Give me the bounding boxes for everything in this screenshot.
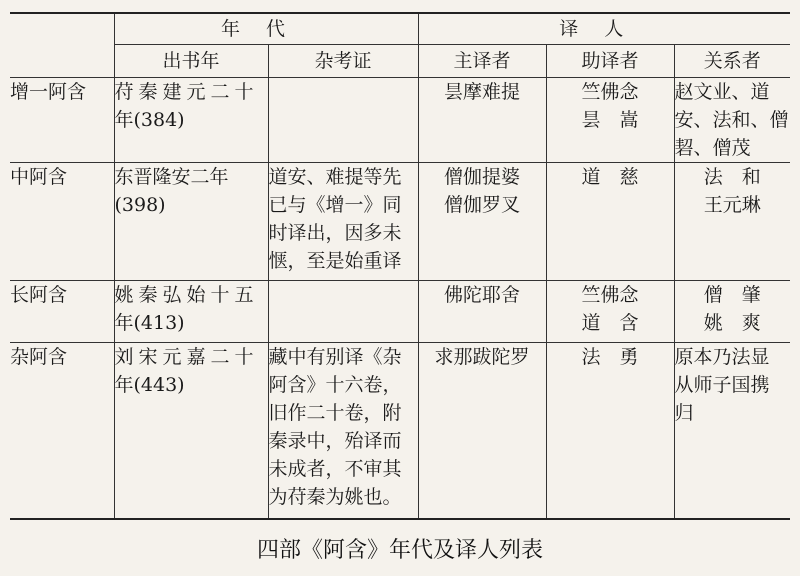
assistant-translator: 竺佛念 bbox=[581, 284, 639, 306]
main-translator-cell bbox=[418, 343, 546, 519]
col-header-related: 关系者 bbox=[674, 45, 790, 78]
notes-line: 未成者，不审其 bbox=[268, 458, 402, 480]
sutra-name: 杂阿含 bbox=[10, 343, 114, 519]
notes-line: 阿含》十六卷， bbox=[268, 374, 402, 396]
assistant-translator-cell bbox=[546, 281, 674, 343]
notes-cell bbox=[268, 163, 418, 281]
related-cell bbox=[674, 78, 790, 163]
main-translator: 昙摩难提 bbox=[444, 81, 521, 103]
notes-line: 已与《增一》同 bbox=[268, 194, 402, 216]
year-line: 年(443) bbox=[114, 374, 185, 396]
col-header-year: 出书年 bbox=[114, 45, 268, 78]
notes-line: 藏中有别译《杂 bbox=[268, 346, 402, 368]
notes-line: 惬，至是始重译 bbox=[268, 250, 402, 272]
related-line: 䂮、僧茂 bbox=[674, 137, 751, 159]
table-caption: 四部《阿含》年代及译人列表 bbox=[256, 538, 543, 563]
col-header-main: 主译者 bbox=[418, 45, 546, 78]
notes-line: 秦录中，殆译而 bbox=[268, 430, 402, 452]
year-line: 姚秦弘始十五 bbox=[114, 284, 259, 306]
related-line: 归 bbox=[674, 402, 694, 424]
assistant-translator: 道 慈 bbox=[581, 166, 639, 188]
assistant-translator: 道 含 bbox=[581, 312, 639, 334]
header-translators: 译人 bbox=[418, 13, 790, 45]
year-cell bbox=[114, 343, 268, 519]
main-translator-cell bbox=[418, 78, 546, 163]
table-row bbox=[10, 163, 790, 281]
table-body bbox=[10, 78, 790, 519]
main-translator-cell bbox=[418, 281, 546, 343]
notes-cell bbox=[268, 78, 418, 163]
notes-line: 道安、难提等先 bbox=[268, 166, 402, 188]
assistant-translator: 法 勇 bbox=[581, 346, 639, 368]
assistant-translator-cell bbox=[546, 163, 674, 281]
main-translator-cell bbox=[418, 163, 546, 281]
year-cell bbox=[114, 78, 268, 163]
assistant-translator: 昙 嵩 bbox=[581, 109, 639, 131]
related-line: 姚 爽 bbox=[703, 312, 761, 334]
sutra-name: 增一阿含 bbox=[10, 78, 114, 163]
main-translator: 僧伽罗叉 bbox=[444, 194, 521, 216]
agama-table bbox=[10, 12, 790, 520]
main-translator: 佛陀耶舍 bbox=[444, 284, 521, 306]
main-translator: 僧伽提婆 bbox=[444, 166, 521, 188]
table-row bbox=[10, 78, 790, 163]
sutra-name: 中阿含 bbox=[10, 163, 114, 281]
year-line: (398) bbox=[114, 194, 166, 216]
notes-line: 为苻秦为姚也。 bbox=[268, 486, 402, 508]
related-cell bbox=[674, 281, 790, 343]
main-translator: 求那跋陀罗 bbox=[434, 346, 530, 368]
related-cell bbox=[674, 163, 790, 281]
assistant-translator-cell bbox=[546, 343, 674, 519]
col-header-notes: 杂考证 bbox=[268, 45, 418, 78]
table-row bbox=[10, 281, 790, 343]
header-era: 年代 bbox=[114, 13, 418, 45]
related-line: 从师子国携 bbox=[674, 374, 770, 396]
year-line: 东晋隆安二年 bbox=[114, 166, 229, 188]
col-header-assistant: 助译者 bbox=[546, 45, 674, 78]
year-cell bbox=[114, 163, 268, 281]
sutra-name: 长阿含 bbox=[10, 281, 114, 343]
related-cell bbox=[674, 343, 790, 519]
header-blank bbox=[10, 13, 114, 78]
related-line: 法 和 bbox=[703, 166, 761, 188]
related-line: 安、法和、僧 bbox=[674, 109, 789, 131]
assistant-translator: 竺佛念 bbox=[581, 81, 639, 103]
related-line: 赵文业、道 bbox=[674, 81, 770, 103]
year-line: 刘宋元嘉二十 bbox=[114, 346, 259, 368]
year-cell bbox=[114, 281, 268, 343]
year-line: 苻秦建元二十 bbox=[114, 81, 259, 103]
table-row bbox=[10, 343, 790, 519]
notes-cell bbox=[268, 343, 418, 519]
year-line: 年(413) bbox=[114, 312, 185, 334]
notes-line: 时译出，因多未 bbox=[268, 222, 402, 244]
year-line: 年(384) bbox=[114, 109, 185, 131]
related-line: 僧 肇 bbox=[703, 284, 761, 306]
notes-line: 旧作二十卷，附 bbox=[268, 402, 402, 424]
related-line: 原本乃法显 bbox=[674, 346, 770, 368]
assistant-translator-cell bbox=[546, 78, 674, 163]
related-line: 王元琳 bbox=[703, 194, 761, 216]
notes-cell bbox=[268, 281, 418, 343]
